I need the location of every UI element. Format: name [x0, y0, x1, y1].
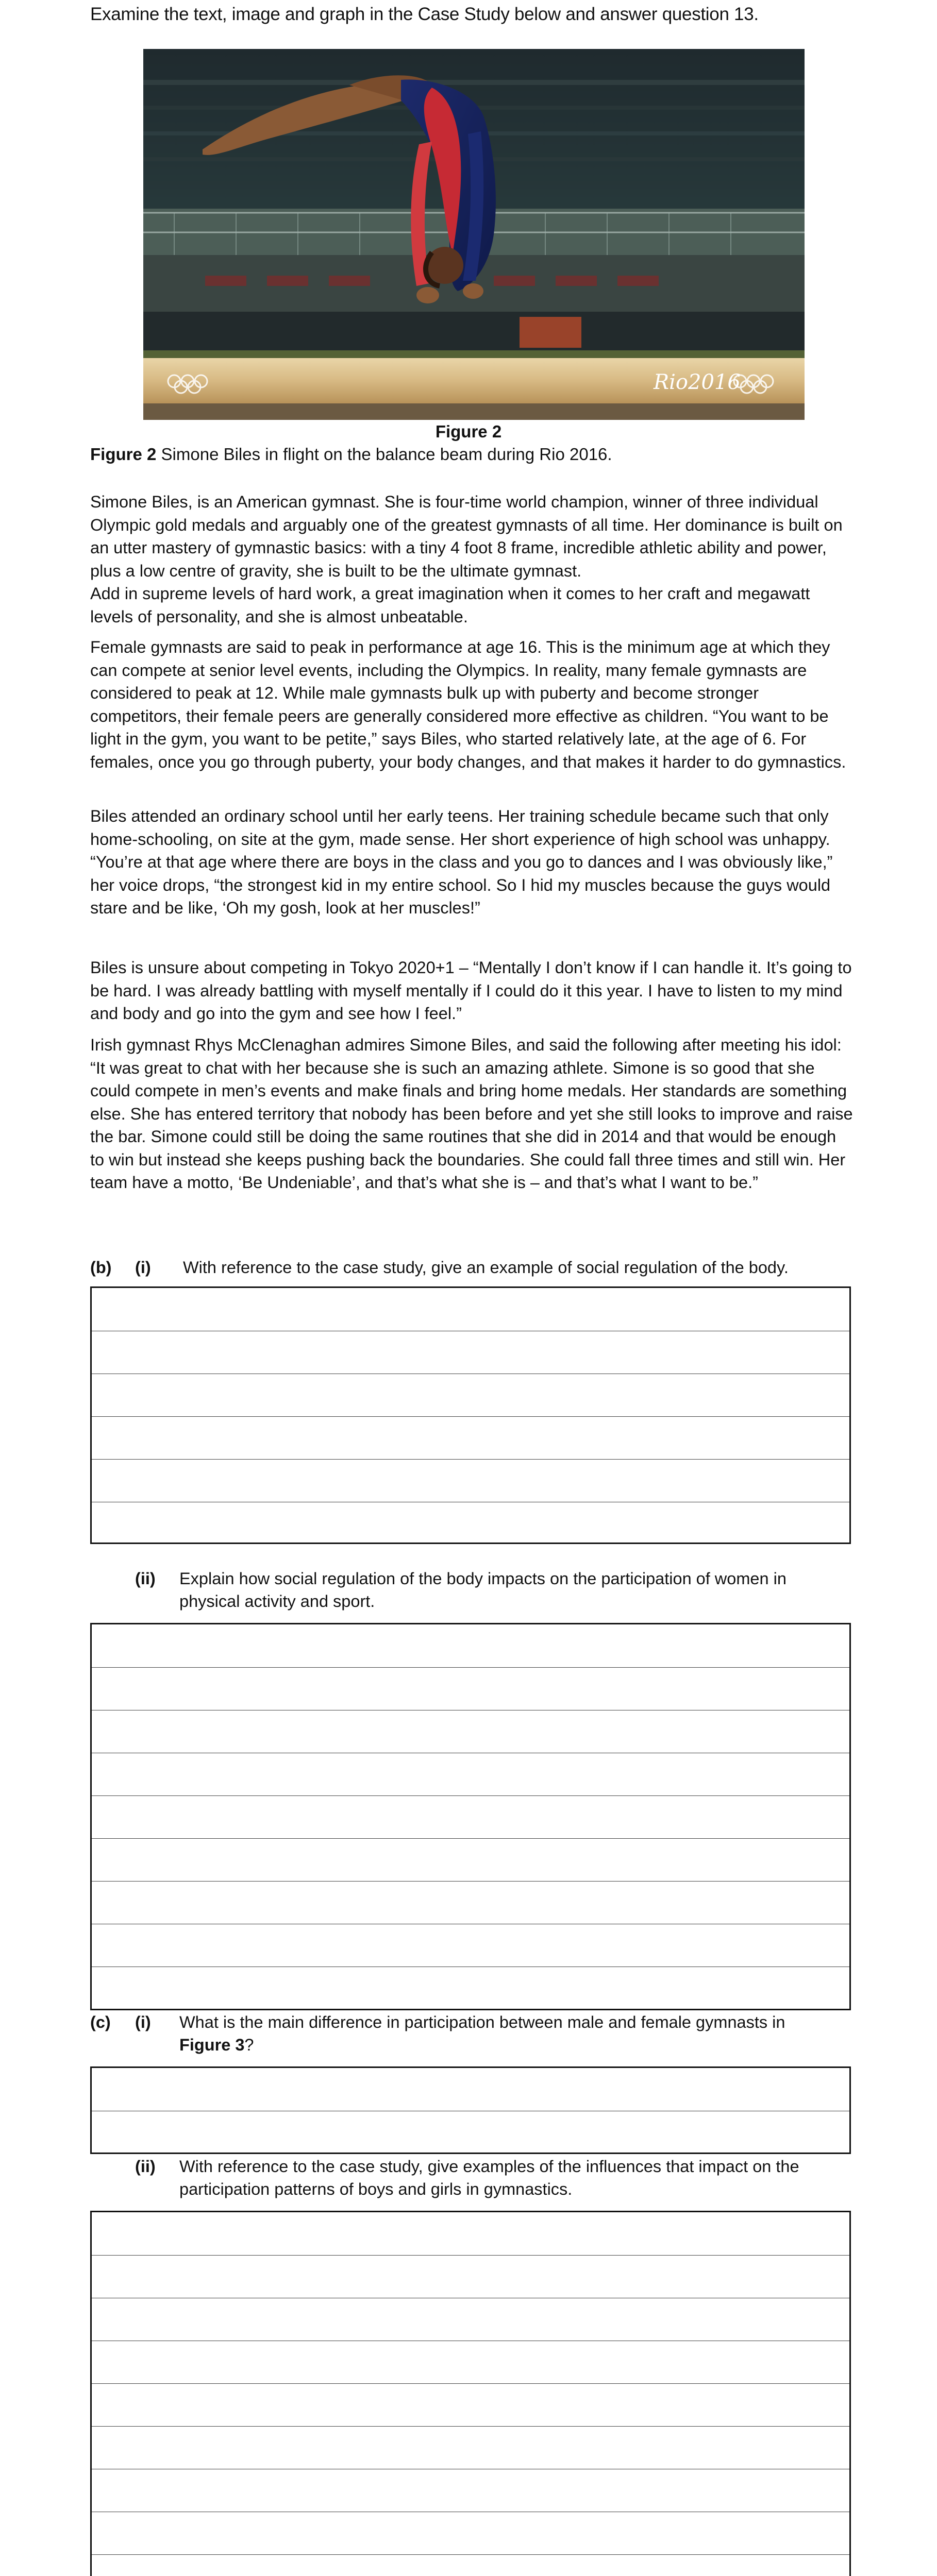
- case-study-paragraph-3: Female gymnasts are said to peak in performance at age 16. This is the minimum age at which they can compete at senior level events, including the Olympics. In reality, many female gymnasts are considered to peak at 12. While male gymnasts bulk up with puberty and become stronger competitors, their female peers are generally considered more effective as children. “You want to be light in the gym, you want to be petite,” says Biles, who started relatively late, at the age of 6. For females, once you go through puberty, your body changes, and that makes it harder to do gymnastics.: [90, 638, 846, 771]
- answer-line: [92, 2426, 849, 2427]
- question-c-ii-text-line2: participation patterns of boys and girls in gymnastics.: [179, 2180, 573, 2198]
- question-c-i-text-end: ?: [244, 2036, 254, 2054]
- figure-3-reference: Figure 3: [179, 2036, 245, 2054]
- answer-line: [92, 2554, 849, 2555]
- question-c-i-text-line2: [179, 2033, 254, 2056]
- case-study-paragraph-5: Biles is unsure about competing in Tokyo 2020+1 – “Mentally I don’t know if I can handle it. It’s going to be hard. I was already battling with myself mentally if I could do it this year. I have to listen to my mind and body and go into the gym and see how I feel.”: [90, 958, 852, 1023]
- answer-line: [92, 1881, 849, 1882]
- answer-box-c-ii[interactable]: [90, 2211, 851, 2576]
- question-b-i-label: (i): [135, 1258, 151, 1277]
- answer-line: [92, 1838, 849, 1839]
- answer-line: [92, 2255, 849, 2256]
- question-b-ii-label: (ii): [135, 1569, 156, 1588]
- rio2016-beam-logo: Rio2016: [654, 370, 741, 394]
- question-c-ii-text-line1: With reference to the case study, give examples of the influences that impact on the: [179, 2157, 799, 2176]
- figure-2-photo: [143, 49, 805, 420]
- question-c-label: (c): [90, 2013, 111, 2031]
- answer-box-b-i[interactable]: [90, 1286, 851, 1544]
- figure-caption-bold: Figure 2: [90, 445, 157, 464]
- case-study-paragraph-6: Irish gymnast Rhys McClenaghan admires Simone Biles, and said the following after meeting his idol: “It was great to chat with her because she is such an amazing athlete. Simone is so good that she could compete in men’s events and make finals and bring home medals. Her standards are something else. She has entered territory that nobody has been before and yet she still looks to improve and raise the bar. Simone could still be doing the same routines that she did in 2014 and that would be enough to win but instead she keeps pushing back the boundaries. She could fall three times and still win. Her team have a motto, ‘Be Undeniable’, and that’s what she is – and that’s what I want to be.”: [90, 1036, 853, 1192]
- question-c-i-label: (i): [135, 2013, 151, 2031]
- question-b-i-text: With reference to the case study, give an example of social regulation of the body.: [183, 1258, 789, 1277]
- answer-box-c-i[interactable]: [90, 2066, 851, 2154]
- question-b-ii-text-line2: physical activity and sport.: [179, 1592, 375, 1611]
- question-c-ii-label: (ii): [135, 2157, 156, 2176]
- figure-label: Figure 2: [435, 422, 502, 441]
- answer-box-b-ii[interactable]: [90, 1623, 851, 2010]
- figure-caption: [90, 444, 612, 465]
- answer-line: [92, 1459, 849, 1460]
- figure-caption-text: Simone Biles in flight on the balance beam during Rio 2016.: [156, 445, 612, 464]
- intro-instruction: Examine the text, image and graph in the Case Study below and answer question 13.: [90, 4, 759, 24]
- case-study-paragraph-2: Add in supreme levels of hard work, a great imagination when it comes to her craft and megawatt levels of personality, and she is almost unbeatable.: [90, 584, 810, 626]
- question-b-label: (b): [90, 1258, 112, 1277]
- answer-line: [92, 1416, 849, 1417]
- answer-line: [92, 1667, 849, 1668]
- case-study-paragraph-1: Simone Biles, is an American gymnast. She is four-time world champion, winner of three individual Olympic gold medals and arguably one of the greatest gymnasts of all time. Her dominance is built on an utter mastery of gymnastic basics: with a tiny 4 foot 8 frame, incredible athletic ability and power, plus a low centre of gravity, she is built to be the ultimate gymnast.: [90, 493, 843, 580]
- question-c-i-text-line1: What is the main difference in participation between male and female gymnasts in: [179, 2013, 785, 2031]
- case-study-paragraph-4: Biles attended an ordinary school until her early teens. Her training schedule became such that only home-schooling, on site at the gym, made sense. Her short experience of high school was unhappy. “You’re at that age where there are boys in the class and you go to dances and I was obviously like,” her voice drops, “the strongest kid in my entire school. So I hid my muscles because the guys would stare and be like, ‘Oh my gosh, look at her muscles!”: [90, 807, 833, 917]
- question-b-ii-text-line1: Explain how social regulation of the body impacts on the participation of women in: [179, 1569, 787, 1588]
- answer-line: [92, 2383, 849, 2384]
- gymnast-photo-svg: [143, 49, 805, 420]
- answer-line: [92, 1795, 849, 1796]
